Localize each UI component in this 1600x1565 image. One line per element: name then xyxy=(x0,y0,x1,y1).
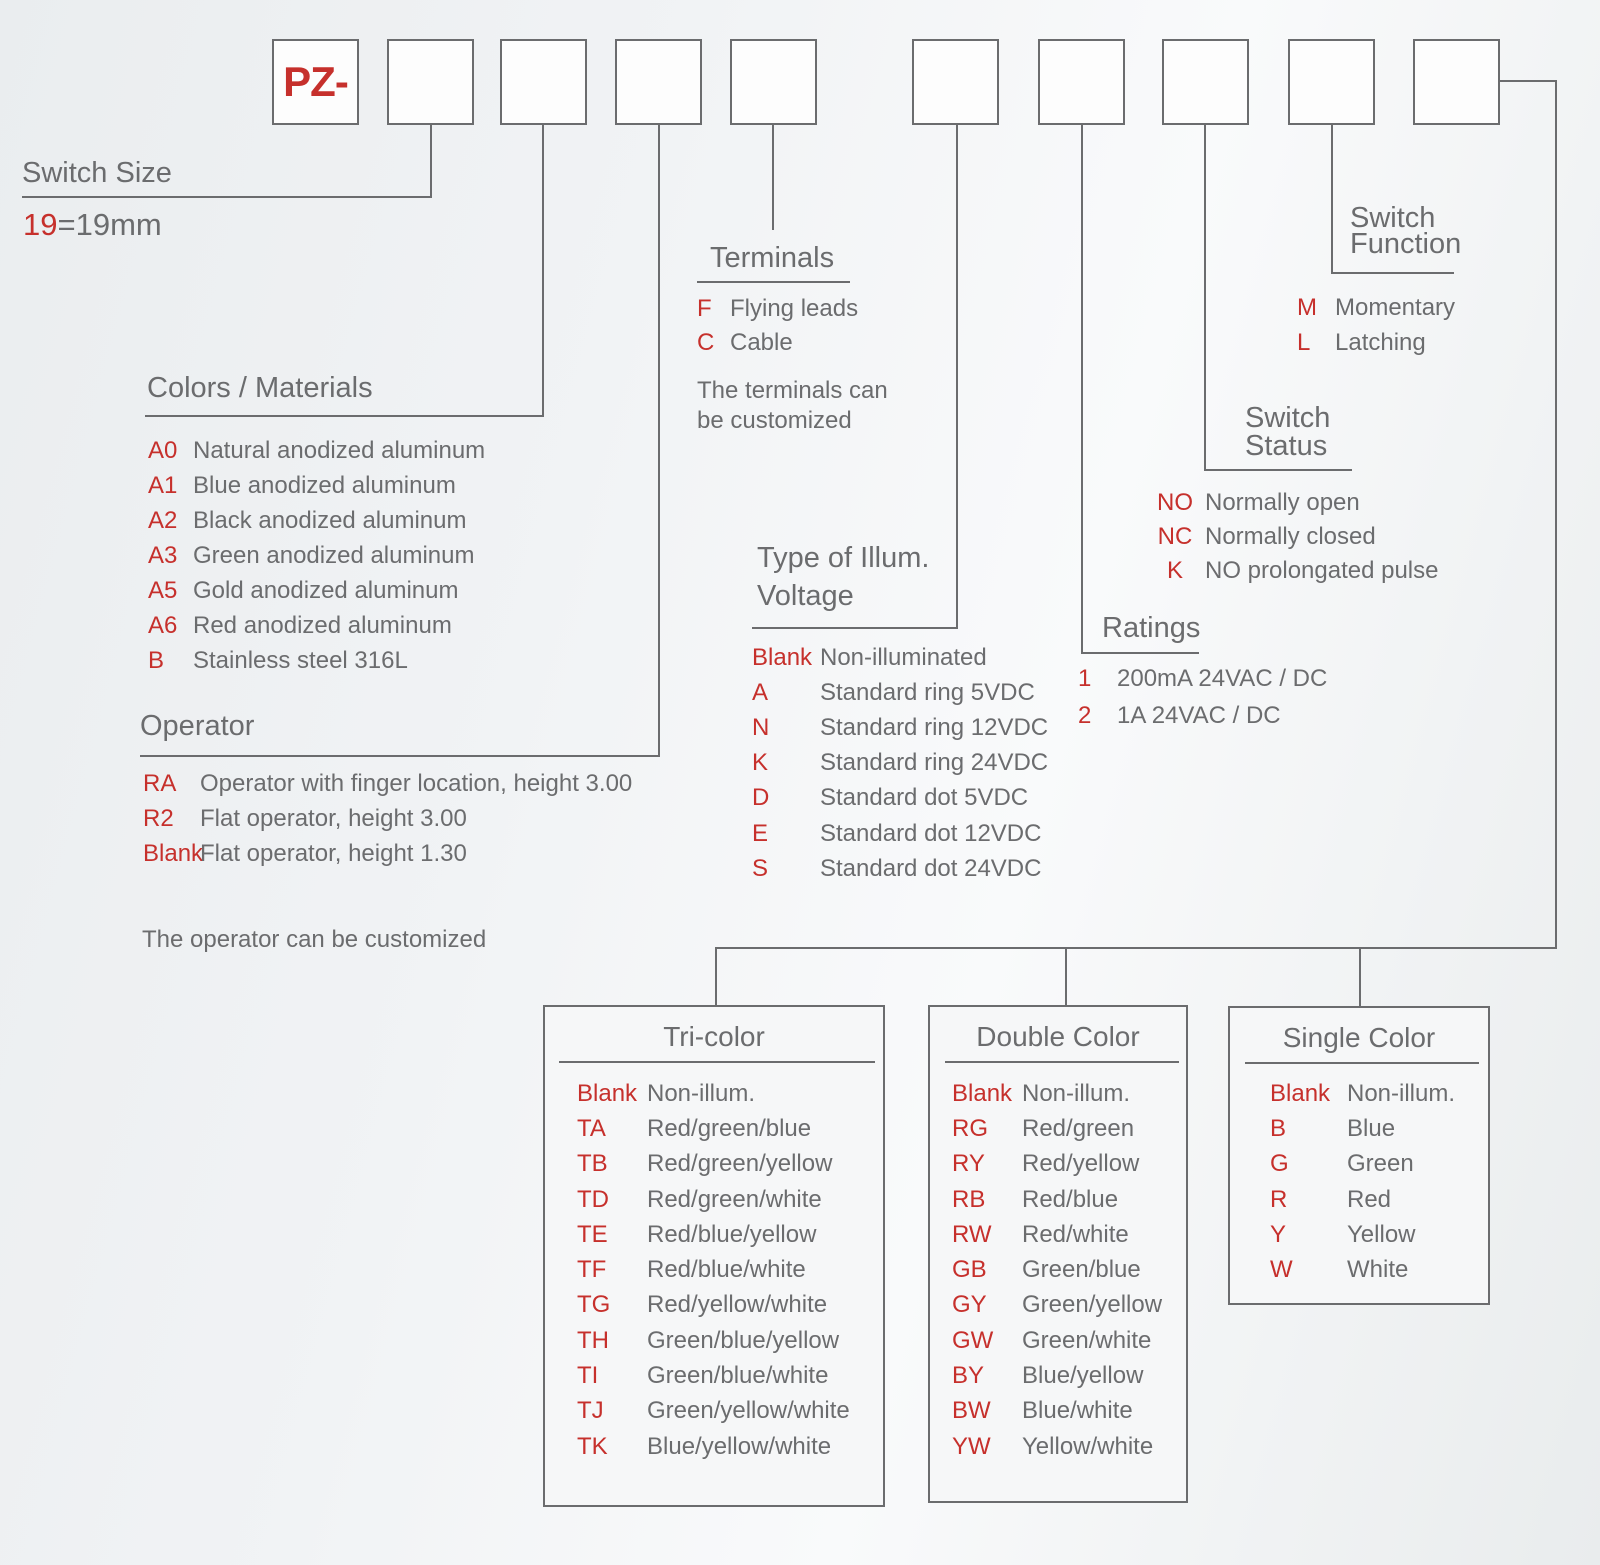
option-row: Blank Non-illuminated xyxy=(752,643,987,671)
option-row: A6 Red anodized aluminum xyxy=(148,611,452,639)
code-box-color-code xyxy=(1413,39,1500,125)
connector-switch-size-vertical xyxy=(430,125,432,198)
connector-operator-underline xyxy=(140,755,660,757)
double-color-underline xyxy=(945,1061,1179,1063)
option-row: W White xyxy=(1270,1256,1409,1284)
switch-size-title: Switch Size xyxy=(22,157,172,189)
operator-title: Operator xyxy=(140,710,255,742)
product-prefix: PZ- xyxy=(283,58,348,105)
switch-status-title-line1: Switch xyxy=(1245,402,1331,434)
option-row: 2 1A 24VAC / DC xyxy=(1078,701,1281,729)
switch-size-code: 19 xyxy=(23,207,58,242)
option-row: C Cable xyxy=(697,329,793,356)
terminals-list xyxy=(697,292,858,360)
connector-stub-tri-color xyxy=(715,947,717,1007)
option-row: RY Red/yellow xyxy=(952,1150,1140,1178)
option-row: B Blue xyxy=(1270,1114,1396,1142)
code-box-colors-materials xyxy=(500,39,587,125)
option-row: A3 Green anodized aluminum xyxy=(148,541,475,569)
option-row: NO Normally open xyxy=(1157,489,1360,516)
option-row: YW Yellow/white xyxy=(952,1432,1154,1460)
option-row: TF Red/blue/white xyxy=(577,1256,806,1284)
connector-switch-size-underline xyxy=(22,196,432,198)
tri-color-box xyxy=(543,1005,885,1507)
switch-size-entry xyxy=(23,207,162,243)
operator-note: The operator can be customized xyxy=(142,926,487,953)
option-row: S Standard dot 24VDC xyxy=(752,854,1042,882)
switch-size-desc: =19mm xyxy=(57,207,162,242)
option-row: K NO prolongated pulse xyxy=(1166,557,1439,584)
option-row: TH Green/blue/yellow xyxy=(577,1326,840,1354)
single-color-list xyxy=(1270,1076,1455,1288)
colors-materials-list xyxy=(148,433,485,678)
option-row: B Stainless steel 316L xyxy=(148,646,408,674)
connector-ratings-underline xyxy=(1081,652,1199,654)
code-box-terminals xyxy=(730,39,817,125)
option-row: R Red xyxy=(1270,1185,1392,1213)
connector-colors-vertical xyxy=(542,125,544,417)
connector-illum-underline xyxy=(752,627,958,629)
connector-stub-single-color xyxy=(1359,947,1361,1007)
terminals-note: The terminals can be customized xyxy=(697,377,888,434)
option-row: R2 Flat operator, height 3.00 xyxy=(143,804,467,832)
illum-list xyxy=(752,640,1048,886)
option-row: E Standard dot 12VDC xyxy=(752,819,1042,847)
switch-function-title-line1: Switch xyxy=(1350,202,1436,234)
code-box-switch-function xyxy=(1288,39,1375,125)
option-row: RB Red/blue xyxy=(952,1185,1119,1213)
option-row: TA Red/green/blue xyxy=(577,1114,812,1142)
option-row: D Standard dot 5VDC xyxy=(752,784,1029,812)
connector-stub-double-color xyxy=(1065,947,1067,1007)
switch-status-list xyxy=(1153,486,1438,588)
option-row: Y Yellow xyxy=(1270,1220,1416,1248)
option-row: GB Green/blue xyxy=(952,1256,1141,1284)
option-row: TB Red/green/yellow xyxy=(577,1150,833,1178)
ratings-title: Ratings xyxy=(1102,612,1201,644)
ratings-list xyxy=(1078,660,1327,734)
connector-function-underline xyxy=(1331,272,1454,274)
double-color-box xyxy=(928,1005,1188,1503)
double-color-title: Double Color xyxy=(976,1021,1140,1052)
option-row: TI Green/blue/white xyxy=(577,1362,829,1390)
option-row: K Standard ring 24VDC xyxy=(752,749,1049,777)
connector-illum-vertical xyxy=(956,125,958,629)
option-row: A5 Gold anodized aluminum xyxy=(148,576,459,604)
code-box-switch-size xyxy=(387,39,474,125)
connector-terminals-vertical xyxy=(772,125,774,230)
connector-status-underline xyxy=(1204,469,1352,471)
connector-right-vertical xyxy=(1555,80,1557,949)
terminals-title: Terminals xyxy=(710,242,835,274)
option-row: TK Blue/yellow/white xyxy=(577,1432,832,1460)
option-row: Blank Flat operator, height 1.30 xyxy=(143,839,467,867)
option-row: RG Red/green xyxy=(952,1114,1135,1142)
connector-ratings-vertical xyxy=(1081,125,1083,654)
option-row: GY Green/yellow xyxy=(952,1291,1163,1319)
option-row: RW Red/white xyxy=(952,1220,1129,1248)
tri-color-title: Tri-color xyxy=(663,1021,765,1052)
option-row: RA Operator with finger location, height 3.00 xyxy=(143,769,633,797)
option-row: Blank Non-illum. xyxy=(577,1079,756,1107)
option-row: TJ Green/yellow/white xyxy=(577,1397,850,1425)
option-row: L Latching xyxy=(1297,328,1426,356)
connector-color-box-elbow xyxy=(1500,80,1557,82)
operator-list xyxy=(143,766,632,871)
switch-function-title-line2: Function xyxy=(1350,228,1462,260)
option-row: A1 Blue anodized aluminum xyxy=(148,471,456,499)
code-box-prefix xyxy=(272,39,359,125)
option-row: Blank Non-illum. xyxy=(1270,1079,1456,1107)
option-row: NC Normally closed xyxy=(1157,523,1376,550)
connector-bottom-horizontal xyxy=(715,947,1557,949)
option-row: TD Red/green/white xyxy=(577,1185,822,1213)
single-color-underline xyxy=(1245,1062,1479,1064)
option-row: F Flying leads xyxy=(697,295,859,322)
double-color-list xyxy=(952,1076,1162,1464)
option-row: A Standard ring 5VDC xyxy=(752,678,1035,706)
code-box-switch-status xyxy=(1162,39,1249,125)
tri-color-list xyxy=(577,1076,850,1464)
option-row: TE Red/blue/yellow xyxy=(577,1220,817,1248)
illum-title-line1: Type of Illum. xyxy=(757,542,930,574)
option-row: M Momentary xyxy=(1297,293,1456,321)
single-color-title: Single Color xyxy=(1282,1022,1436,1053)
option-row: A0 Natural anodized aluminum xyxy=(148,436,486,464)
option-row: BW Blue/white xyxy=(952,1397,1133,1425)
connector-function-vertical xyxy=(1331,125,1333,274)
terminals-title-underline xyxy=(697,281,850,283)
option-row: A2 Black anodized aluminum xyxy=(148,506,467,534)
option-row: Blank Non-illum. xyxy=(952,1079,1131,1107)
option-row: N Standard ring 12VDC xyxy=(752,713,1049,741)
option-row: 1 200mA 24VAC / DC xyxy=(1078,664,1328,692)
option-row: BY Blue/yellow xyxy=(952,1362,1144,1390)
colors-materials-title: Colors / Materials xyxy=(147,372,373,404)
connector-status-vertical xyxy=(1204,125,1206,471)
code-box-operator xyxy=(615,39,702,125)
switch-function-list xyxy=(1297,290,1455,360)
connector-operator-vertical xyxy=(658,125,660,757)
tri-color-underline xyxy=(559,1061,875,1063)
illum-title-line2: Voltage xyxy=(757,580,854,612)
code-box-illum-voltage xyxy=(912,39,999,125)
option-row: GW Green/white xyxy=(952,1326,1152,1354)
option-row: G Green xyxy=(1270,1150,1414,1178)
switch-status-title-line2: Status xyxy=(1245,430,1328,462)
option-row: TG Red/yellow/white xyxy=(577,1291,828,1319)
code-box-ratings xyxy=(1038,39,1125,125)
connector-colors-underline xyxy=(145,415,544,417)
single-color-box xyxy=(1228,1006,1490,1305)
